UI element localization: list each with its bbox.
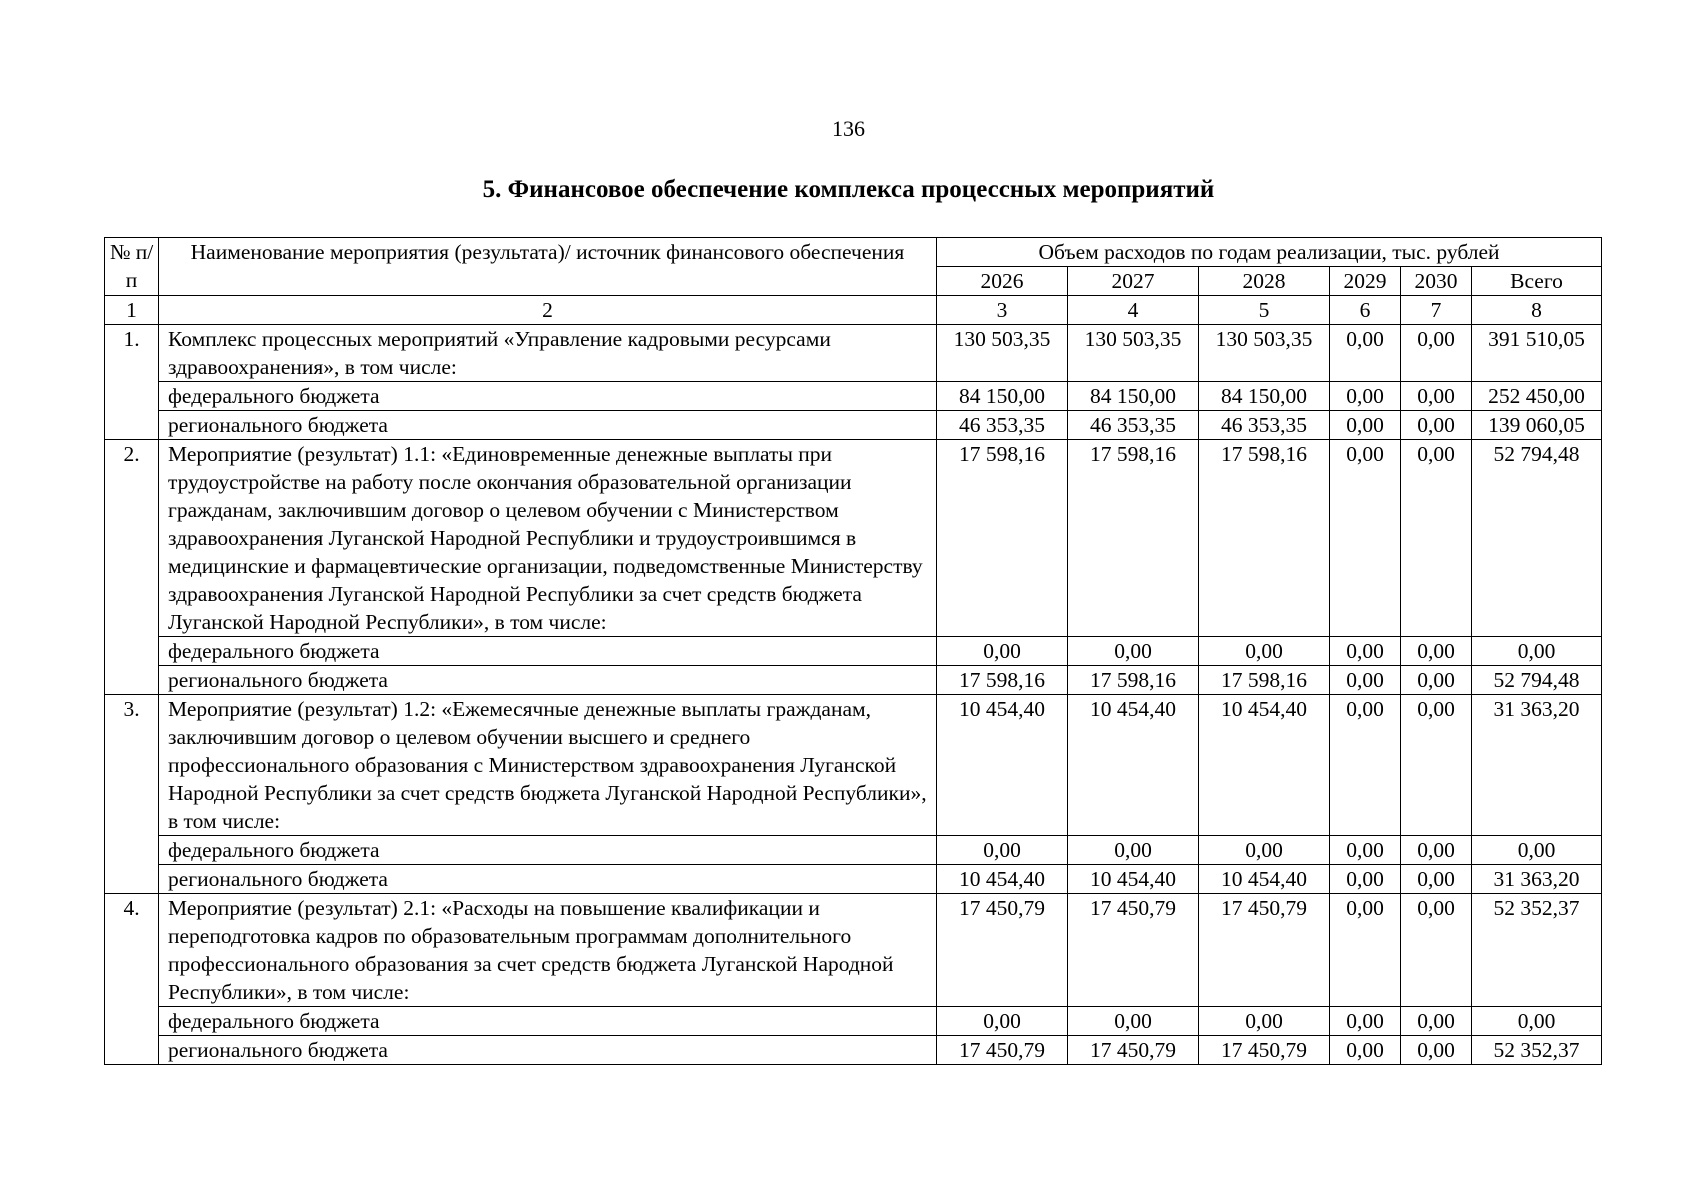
- table-subrow: [105, 666, 1602, 695]
- value-cell: 0,00: [1330, 382, 1401, 411]
- value-cell: 10 454,40: [937, 695, 1068, 836]
- total-cell: 391 510,05: [1472, 325, 1602, 382]
- value-cell: 46 353,35: [937, 411, 1068, 440]
- year-header: 2027: [1068, 267, 1199, 296]
- value-cell: 10 454,40: [1068, 695, 1199, 836]
- total-cell: 52 794,48: [1472, 666, 1602, 695]
- table-subrow: [105, 382, 1602, 411]
- table-subrow: [105, 637, 1602, 666]
- row-name: Мероприятие (результат) 2.1: «Расходы на повышение квалификации и переподготовка кадров по образовательным программам дополнительного профессионального образования за счет средств бюджета Луганской Народной Республики», в том числе:: [159, 894, 937, 1007]
- value-cell: 0,00: [1199, 836, 1330, 865]
- table-row: [105, 695, 1602, 836]
- col-header-volume: Объем расходов по годам реализации, тыс. рублей: [937, 238, 1602, 267]
- total-cell: 0,00: [1472, 836, 1602, 865]
- value-cell: 0,00: [1330, 666, 1401, 695]
- value-cell: 0,00: [1401, 637, 1472, 666]
- value-cell: 0,00: [937, 836, 1068, 865]
- total-cell: 139 060,05: [1472, 411, 1602, 440]
- value-cell: 17 450,79: [1199, 894, 1330, 1007]
- header-row: [105, 238, 1602, 267]
- total-cell: 52 352,37: [1472, 1036, 1602, 1065]
- value-cell: 0,00: [1401, 666, 1472, 695]
- value-cell: 17 598,16: [1199, 666, 1330, 695]
- value-cell: 17 450,79: [937, 894, 1068, 1007]
- value-cell: 0,00: [1068, 836, 1199, 865]
- value-cell: 17 598,16: [937, 666, 1068, 695]
- source-name: федерального бюджета: [159, 637, 937, 666]
- total-cell: 0,00: [1472, 637, 1602, 666]
- total-cell: 0,00: [1472, 1007, 1602, 1036]
- index-cell: 6: [1330, 296, 1401, 325]
- value-cell: 0,00: [1330, 325, 1401, 382]
- financing-table: [104, 237, 1602, 1065]
- value-cell: 17 598,16: [1068, 666, 1199, 695]
- value-cell: 84 150,00: [937, 382, 1068, 411]
- row-number: 2.: [105, 440, 159, 695]
- value-cell: 0,00: [1330, 836, 1401, 865]
- value-cell: 17 450,79: [1068, 1036, 1199, 1065]
- row-name: Мероприятие (результат) 1.2: «Ежемесячные денежные выплаты гражданам, заключившим договор о целевом обучении высшего и среднего профессионального образования с Министерством здравоохранения Луганской Народной Республики за счет средств бюджета Луганской Народной Республики», в том числе:: [159, 695, 937, 836]
- value-cell: 0,00: [1401, 1007, 1472, 1036]
- value-cell: 130 503,35: [937, 325, 1068, 382]
- value-cell: 10 454,40: [1068, 865, 1199, 894]
- total-cell: 52 794,48: [1472, 440, 1602, 637]
- value-cell: 0,00: [1401, 894, 1472, 1007]
- col-header-name: Наименование мероприятия (результата)/ источник финансового обеспечения: [159, 238, 937, 296]
- row-number: 3.: [105, 695, 159, 894]
- value-cell: 0,00: [1401, 865, 1472, 894]
- year-header: 2026: [937, 267, 1068, 296]
- value-cell: 10 454,40: [937, 865, 1068, 894]
- index-cell: 3: [937, 296, 1068, 325]
- value-cell: 0,00: [1401, 1036, 1472, 1065]
- table-subrow: [105, 865, 1602, 894]
- value-cell: 84 150,00: [1199, 382, 1330, 411]
- table-subrow: [105, 836, 1602, 865]
- col-header-number: № п/п: [105, 238, 159, 296]
- total-cell: 252 450,00: [1472, 382, 1602, 411]
- index-cell: 7: [1401, 296, 1472, 325]
- table-subrow: [105, 411, 1602, 440]
- index-cell: 5: [1199, 296, 1330, 325]
- value-cell: 130 503,35: [1068, 325, 1199, 382]
- table-row: [105, 894, 1602, 1007]
- value-cell: 0,00: [1330, 894, 1401, 1007]
- value-cell: 0,00: [1199, 1007, 1330, 1036]
- total-cell: 52 352,37: [1472, 894, 1602, 1007]
- value-cell: 10 454,40: [1199, 695, 1330, 836]
- source-name: регионального бюджета: [159, 865, 937, 894]
- year-header: 2029: [1330, 267, 1401, 296]
- value-cell: 0,00: [1068, 1007, 1199, 1036]
- table-row: [105, 325, 1602, 382]
- value-cell: 0,00: [1401, 836, 1472, 865]
- value-cell: 0,00: [1401, 411, 1472, 440]
- value-cell: 0,00: [1199, 637, 1330, 666]
- value-cell: 130 503,35: [1199, 325, 1330, 382]
- value-cell: 17 598,16: [1199, 440, 1330, 637]
- value-cell: 46 353,35: [1199, 411, 1330, 440]
- value-cell: 0,00: [1068, 637, 1199, 666]
- index-row: [105, 296, 1602, 325]
- year-header: 2030: [1401, 267, 1472, 296]
- value-cell: 17 598,16: [1068, 440, 1199, 637]
- value-cell: 17 598,16: [937, 440, 1068, 637]
- page-number: 136: [832, 116, 865, 141]
- value-cell: 17 450,79: [937, 1036, 1068, 1065]
- source-name: регионального бюджета: [159, 1036, 937, 1065]
- value-cell: 0,00: [1330, 637, 1401, 666]
- source-name: федерального бюджета: [159, 382, 937, 411]
- row-name: Мероприятие (результат) 1.1: «Единовременные денежные выплаты при трудоустройстве на работу после окончания образовательной организации гражданам, заключившим договор о целевом обучении с Министерством здравоохранения Луганской Народной Республики и трудоустроившимся в медицинские и фармацевтические организации, подведомственные Министерству здравоохранения Луганской Народной Республики за счет средств бюджета Луганской Народной Республики», в том числе:: [159, 440, 937, 637]
- year-header: 2028: [1199, 267, 1330, 296]
- row-number: 1.: [105, 325, 159, 440]
- value-cell: 0,00: [1401, 440, 1472, 637]
- value-cell: 0,00: [1330, 695, 1401, 836]
- value-cell: 0,00: [1401, 695, 1472, 836]
- total-header: Всего: [1472, 267, 1602, 296]
- total-cell: 31 363,20: [1472, 695, 1602, 836]
- source-name: федерального бюджета: [159, 1007, 937, 1036]
- row-name: Комплекс процессных мероприятий «Управление кадровыми ресурсами здравоохранения», в том числе:: [159, 325, 937, 382]
- value-cell: 0,00: [1401, 325, 1472, 382]
- value-cell: 0,00: [1330, 1036, 1401, 1065]
- source-name: регионального бюджета: [159, 411, 937, 440]
- index-cell: 4: [1068, 296, 1199, 325]
- table-subrow: [105, 1007, 1602, 1036]
- total-cell: 31 363,20: [1472, 865, 1602, 894]
- source-name: федерального бюджета: [159, 836, 937, 865]
- value-cell: 17 450,79: [1199, 1036, 1330, 1065]
- value-cell: 0,00: [1330, 440, 1401, 637]
- value-cell: 46 353,35: [1068, 411, 1199, 440]
- source-name: регионального бюджета: [159, 666, 937, 695]
- value-cell: 10 454,40: [1199, 865, 1330, 894]
- value-cell: 0,00: [937, 637, 1068, 666]
- value-cell: 0,00: [1330, 865, 1401, 894]
- value-cell: 84 150,00: [1068, 382, 1199, 411]
- value-cell: 0,00: [1330, 411, 1401, 440]
- section-title: 5. Финансовое обеспечение комплекса процессных мероприятий: [482, 176, 1215, 203]
- value-cell: 0,00: [937, 1007, 1068, 1036]
- value-cell: 0,00: [1401, 382, 1472, 411]
- value-cell: 17 450,79: [1068, 894, 1199, 1007]
- table-row: [105, 440, 1602, 637]
- value-cell: 0,00: [1330, 1007, 1401, 1036]
- index-cell: 2: [159, 296, 937, 325]
- table-subrow: [105, 1036, 1602, 1065]
- row-number: 4.: [105, 894, 159, 1065]
- index-cell: 1: [105, 296, 159, 325]
- index-cell: 8: [1472, 296, 1602, 325]
